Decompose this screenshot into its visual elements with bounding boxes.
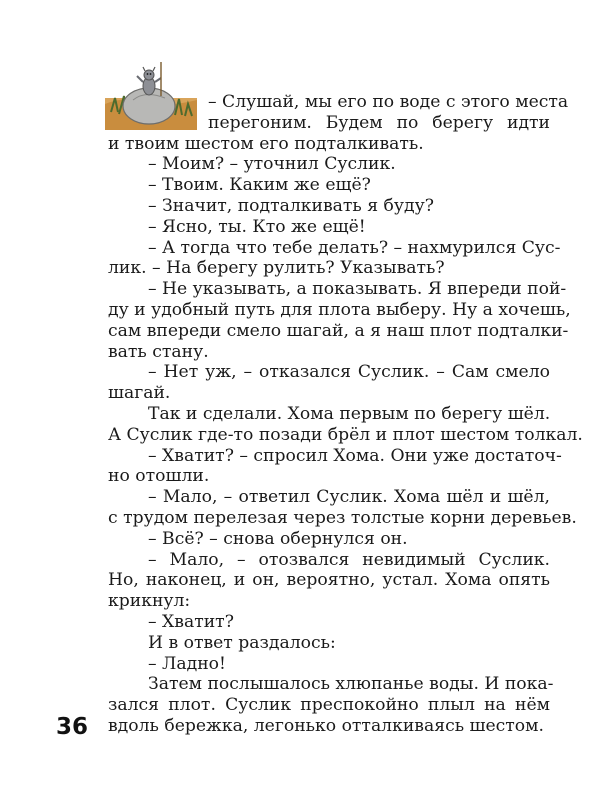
text-line: зался плот. Суслик преспокойно плыл на нём xyxy=(108,695,550,716)
text-line: А Суслик где-то позади брёл и плот шестом толкал. xyxy=(108,424,583,445)
text-line: и твоим шестом его подталкивать. xyxy=(108,133,424,154)
text-line: перегоним. Будем по берегу идти xyxy=(208,112,550,133)
text-line: – Мало, – отозвался невидимый Суслик. xyxy=(148,549,550,570)
text-line: – Мало, – ответил Суслик. Хома шёл и шёл, xyxy=(148,487,550,508)
text-line: Но, наконец, и он, вероятно, устал. Хома опять xyxy=(108,570,550,591)
text-line: Затем послышалось хлюпанье воды. И пока- xyxy=(148,674,554,695)
text-line: крикнул: xyxy=(108,591,191,612)
text-line: но отошли. xyxy=(108,466,210,487)
text-line: – Не указывать, а показывать. Я впереди пой- xyxy=(148,279,567,300)
text-line: – Хватит? – спросил Хома. Они уже достаточ- xyxy=(148,445,562,466)
text-line: – Моим? – уточнил Суслик. xyxy=(148,154,396,175)
text-line: – Всё? – снова обернулся он. xyxy=(148,528,408,549)
text-line: вдоль бережка, легонько отталкиваясь шестом. xyxy=(108,715,544,736)
text-line: – Значит, подталкивать я буду? xyxy=(148,195,434,216)
text-line: Так и сделали. Хома первым по берегу шёл. xyxy=(148,403,551,424)
text-line: – Слушай, мы его по воде с этого места xyxy=(208,92,569,112)
text-line: лик. – На берегу рулить? Указывать? xyxy=(108,258,445,279)
text-line: – Хватит? xyxy=(148,611,234,632)
text-line: – Нет уж, – отказался Суслик. – Сам смело xyxy=(148,362,550,383)
text-line: – Твоим. Каким же ещё? xyxy=(148,175,371,196)
text-line: шагай. xyxy=(108,383,171,404)
text-line: с трудом перелезая через толстые корни деревьев. xyxy=(108,507,577,528)
text-line: – Ясно, ты. Кто же ещё! xyxy=(148,216,366,237)
text-line: сам впереди смело шагай, а я наш плот подталки- xyxy=(108,320,569,341)
text-line: И в ответ раздалось: xyxy=(148,632,336,653)
text-line: ду и удобный путь для плота выберу. Ну а хочешь, xyxy=(108,299,571,320)
page-number: 36 xyxy=(56,714,89,740)
text-line: – А тогда что тебе делать? – нахмурился Сус- xyxy=(148,237,561,258)
text-line: вать стану. xyxy=(108,341,209,362)
text-line: – Ладно! xyxy=(148,653,226,674)
story-text xyxy=(108,92,583,737)
